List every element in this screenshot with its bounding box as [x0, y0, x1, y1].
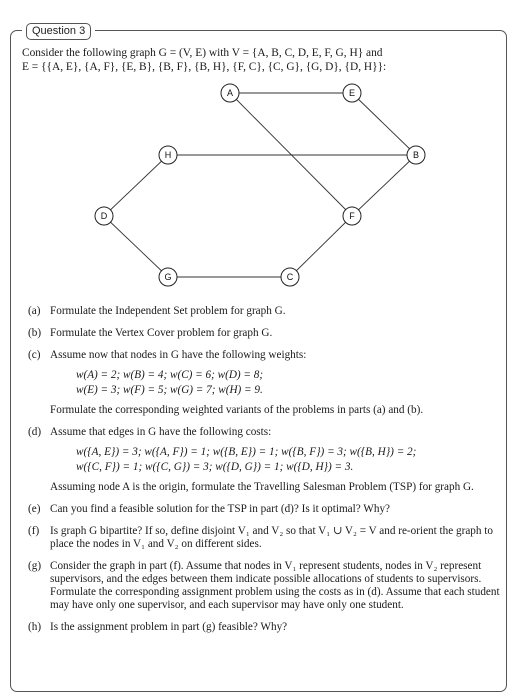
part-g-label: (g)	[28, 560, 42, 572]
part-h	[28, 621, 500, 634]
part-f-text: Is graph G bipartite? If so, define disjoint V₁ and V₂ so that V₁ ∪ V₂ = V and re-orient the graph to place the nodes in V₁ and V₂ on different sides.	[50, 525, 493, 550]
edge-F-C	[290, 216, 352, 277]
part-e-label: (e)	[28, 503, 41, 515]
intro-line-2: E = {{A, E}, {A, F}, {E, B}, {B, F}, {B, H}, {F, C}, {C, G}, {G, D}, {D, H}}:	[22, 61, 387, 73]
part-d-text: Assume that edges in G have the following costs:	[50, 426, 272, 438]
question-parts	[28, 305, 500, 643]
node-D	[95, 207, 113, 225]
edge-B-F	[352, 155, 416, 216]
node-B	[407, 146, 425, 164]
node-G	[159, 268, 177, 286]
part-a-text: Formulate the Independent Set problem for graph G.	[50, 305, 286, 317]
node-label-A: A	[226, 88, 234, 99]
node-weights-line-2: w(E) = 3; w(F) = 5; w(G) = 7; w(H) = 9.	[76, 384, 263, 396]
part-b	[28, 327, 500, 340]
part-b-text: Formulate the Vertex Cover problem for graph G.	[50, 327, 273, 339]
edge-costs-line-1: w({A, E}) = 3; w({A, F}) = 1; w({B, E}) = 1; w({B, F}) = 3; w({B, H}) = 2;	[76, 446, 417, 458]
edge-A-F	[230, 93, 352, 216]
part-d	[28, 426, 500, 494]
edge-costs	[50, 445, 500, 475]
part-c-after: Formulate the corresponding weighted variants of the problems in parts (a) and (b).	[50, 404, 424, 416]
graph-diagram	[0, 0, 518, 300]
part-e	[28, 503, 500, 516]
node-H	[159, 146, 177, 164]
node-label-F: F	[349, 211, 355, 222]
part-a	[28, 305, 500, 318]
part-c	[28, 349, 500, 417]
part-b-label: (b)	[28, 327, 42, 339]
node-A	[221, 84, 239, 102]
part-f	[28, 525, 500, 551]
node-weights-line-1: w(A) = 2; w(B) = 4; w(C) = 6; w(D) = 8;	[76, 369, 264, 381]
node-weights	[50, 368, 500, 398]
node-label-E: E	[348, 88, 356, 99]
node-label-D: D	[100, 211, 108, 222]
node-label-G: G	[164, 272, 172, 283]
part-g-text: Consider the graph in part (f). Assume that nodes in V₁ represent students, nodes in V₂ represent supervisors, and the edges between them indicate possible allocations of students to supervisors. Formulate the corresponding assignment problem using the costs as in (d). Assume that each student may have only one supervisor, and each supervisor may have only one student.	[50, 560, 500, 611]
part-h-label: (h)	[28, 621, 42, 633]
node-C	[281, 268, 299, 286]
part-e-text: Can you find a feasible solution for the TSP in part (d)? Is it optimal? Why?	[50, 503, 391, 515]
part-c-label: (c)	[28, 349, 41, 361]
part-g	[28, 560, 500, 612]
part-h-text: Is the assignment problem in part (g) feasible? Why?	[50, 621, 288, 633]
part-d-after: Assuming node A is the origin, formulate the Travelling Salesman Problem (TSP) for graph G.	[50, 481, 474, 493]
node-F	[343, 207, 361, 225]
edge-costs-line-2: w({C, F}) = 1; w({C, G}) = 3; w({D, G}) = 1; w({D, H}) = 3.	[76, 461, 354, 473]
node-E	[343, 84, 361, 102]
part-c-text: Assume now that nodes in G have the following weights:	[50, 349, 307, 361]
node-label-B: B	[412, 150, 420, 161]
part-d-label: (d)	[28, 426, 42, 438]
question-label: Question 3	[22, 23, 95, 40]
edge-E-B	[352, 93, 416, 155]
edge-G-D	[104, 216, 168, 277]
node-label-C: C	[286, 272, 294, 283]
node-label-H: H	[164, 150, 172, 161]
edge-D-H	[104, 155, 168, 216]
intro-line-1: Consider the following graph G = (V, E) with V = {A, B, C, D, E, F, G, H} and	[22, 47, 383, 59]
part-a-label: (a)	[28, 305, 41, 317]
part-f-label: (f)	[28, 525, 40, 537]
